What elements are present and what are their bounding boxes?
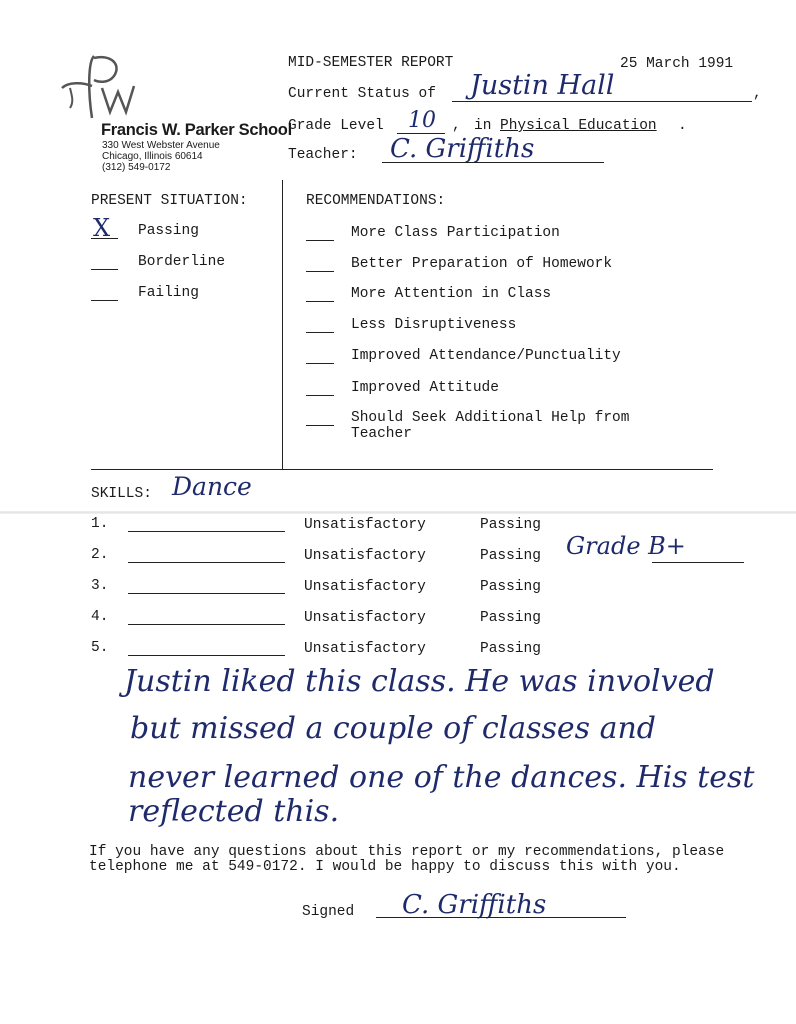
- recommendations-heading: RECOMMENDATIONS:: [306, 193, 446, 209]
- passing-option: Passing: [480, 579, 541, 595]
- recommendation-blank: [306, 240, 334, 241]
- grade-note-line: [652, 562, 744, 563]
- unsatisfactory-option: Unsatisfactory: [304, 641, 426, 657]
- situation-blank: [91, 269, 118, 270]
- unsatisfactory-option: Unsatisfactory: [304, 517, 426, 533]
- grade-label: Grade Level: [288, 118, 384, 134]
- skill-blank: [128, 562, 285, 563]
- recommendation-label: More Attention in Class: [351, 286, 552, 302]
- skill-number: 1.: [91, 516, 109, 532]
- report-title: MID-SEMESTER REPORT: [288, 55, 454, 71]
- skill-blank: [128, 593, 285, 594]
- subject-value: Physical Education: [500, 118, 657, 134]
- report-date: 25 March 1991: [620, 56, 734, 72]
- student-name-line: [452, 101, 752, 102]
- recommendation-blank: [306, 363, 334, 364]
- comment-line: reflected this.: [128, 794, 340, 829]
- passing-option: Passing: [480, 548, 541, 564]
- skill-blank: [128, 531, 285, 532]
- footer-text-2: telephone me at 549-0172. I would be happy to discuss this with you.: [89, 859, 681, 875]
- school-phone: (312) 549-0172: [102, 162, 171, 173]
- school-address-2: Chicago, Illinois 60614: [102, 151, 203, 162]
- recommendation-label: More Class Participation: [351, 225, 560, 241]
- skill-blank: [128, 655, 285, 656]
- school-logo: [58, 52, 148, 122]
- teacher-line: [382, 162, 604, 163]
- recommendation-blank: [306, 425, 334, 426]
- comma-mark: ,: [753, 86, 762, 102]
- comma-mark-2: ,: [452, 118, 461, 134]
- grade-value: 10: [408, 108, 436, 133]
- situation-blank: [91, 300, 118, 301]
- recommendation-label: Better Preparation of Homework: [351, 256, 613, 272]
- skill-number: 4.: [91, 609, 109, 625]
- situation-label: Passing: [138, 223, 199, 239]
- column-divider: [282, 180, 283, 470]
- situation-label: Borderline: [138, 254, 226, 270]
- skill-number: 3.: [91, 578, 109, 594]
- comment-line: but missed a couple of classes and: [130, 711, 657, 746]
- teacher-name: C. Griffiths: [390, 134, 535, 164]
- recommendation-label: Improved Attitude: [351, 380, 499, 396]
- grade-note: Grade B+: [566, 532, 686, 560]
- passing-option: Passing: [480, 610, 541, 626]
- unsatisfactory-option: Unsatisfactory: [304, 548, 426, 564]
- passing-mark: X: [93, 214, 111, 242]
- signature: C. Griffiths: [402, 890, 547, 920]
- section-rule: [91, 469, 713, 470]
- paper-fold: [0, 511, 796, 514]
- situation-label: Failing: [138, 285, 199, 301]
- period-mark: .: [678, 118, 687, 134]
- comment-line: Justin liked this class. He was involved: [124, 664, 715, 699]
- skill-number: 5.: [91, 640, 109, 656]
- skill-number: 2.: [91, 547, 109, 563]
- skills-value: Dance: [172, 472, 252, 501]
- signature-line: [376, 917, 626, 918]
- signed-label: Signed: [302, 904, 355, 920]
- recommendation-blank: [306, 395, 334, 396]
- recommendation-label: Improved Attendance/Punctuality: [351, 348, 621, 364]
- recommendation-blank: [306, 271, 334, 272]
- unsatisfactory-option: Unsatisfactory: [304, 579, 426, 595]
- recommendation-label: Less Disruptiveness: [351, 317, 517, 333]
- student-name: Justin Hall: [470, 70, 615, 101]
- recommendation-label: Should Seek Additional Help from: [351, 410, 630, 426]
- footer-text-1: If you have any questions about this report or my recommendations, please: [89, 844, 725, 860]
- unsatisfactory-option: Unsatisfactory: [304, 610, 426, 626]
- situation-heading: PRESENT SITUATION:: [91, 193, 248, 209]
- in-label: in: [474, 118, 492, 134]
- status-label: Current Status of: [288, 86, 436, 102]
- school-address-1: 330 West Webster Avenue: [102, 140, 220, 151]
- skills-label: SKILLS:: [91, 486, 152, 502]
- recommendation-label-cont: Teacher: [351, 426, 412, 442]
- skill-blank: [128, 624, 285, 625]
- passing-option: Passing: [480, 517, 541, 533]
- teacher-label: Teacher:: [288, 147, 358, 163]
- recommendation-blank: [306, 301, 334, 302]
- passing-option: Passing: [480, 641, 541, 657]
- school-name: Francis W. Parker School: [101, 121, 292, 139]
- recommendation-blank: [306, 332, 334, 333]
- comment-line: never learned one of the dances. His test: [128, 760, 755, 795]
